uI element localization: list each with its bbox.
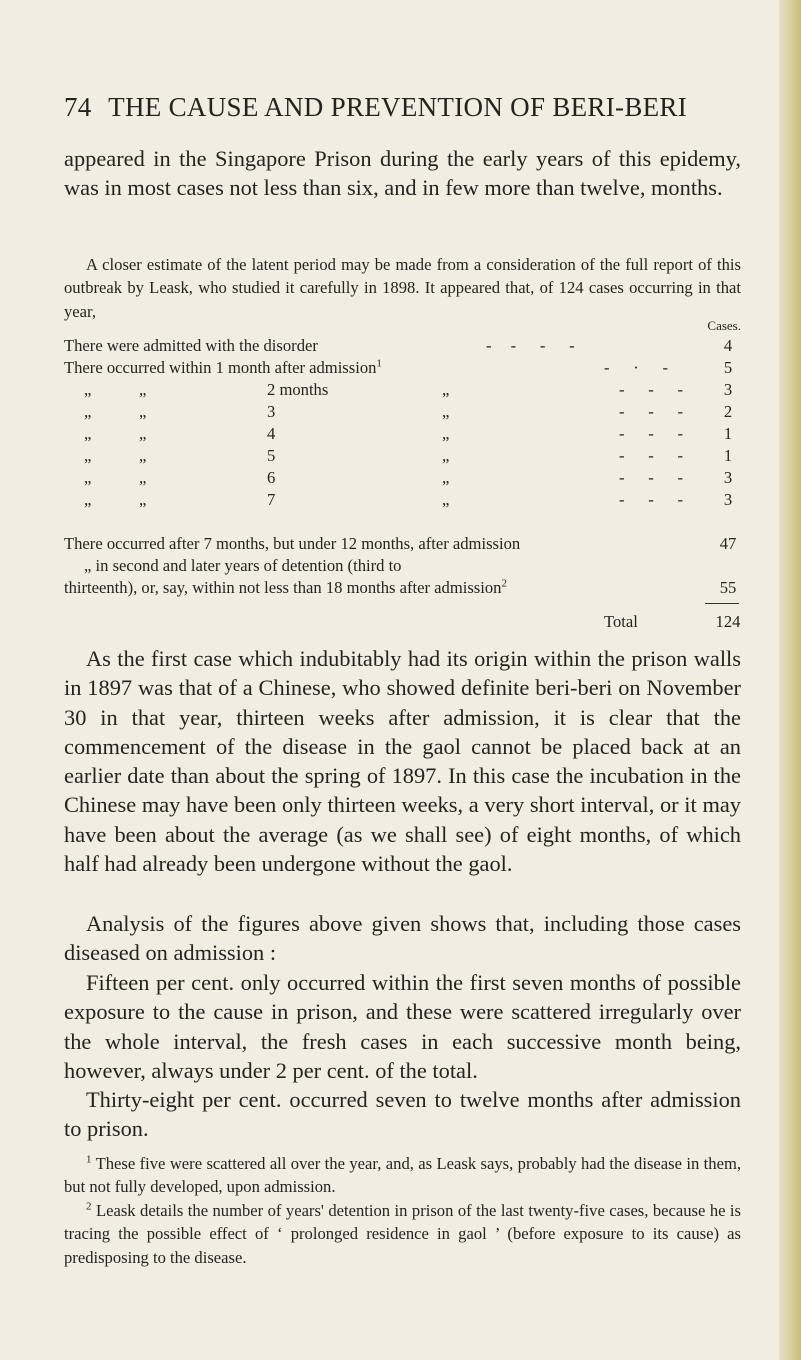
page-number: 74 bbox=[64, 92, 92, 122]
row-value: 3 bbox=[723, 490, 733, 509]
body-paragraph: Thirty-eight per cent. occurred seven to twelve months after admission to prison. bbox=[64, 1087, 741, 1142]
footnote-mark: 1 bbox=[86, 1153, 92, 1166]
row-value: 55 bbox=[719, 578, 737, 597]
ditto: „ bbox=[139, 424, 147, 443]
ditto: „ bbox=[442, 446, 450, 465]
table-row bbox=[64, 423, 741, 445]
page-edge bbox=[779, 0, 801, 1360]
table-row bbox=[64, 445, 741, 467]
footnote-marker: 2 bbox=[501, 577, 507, 590]
body-paragraph: As the first case which indubitably had its origin within the prison walls in 1897 was that of a Chinese, who showed definite beri-beri on November 30 in that year, thirteen weeks after admission, it is clear that the commencement of the disease in the gaol cannot be placed back at an earlier date than about the spring of 1897. In this case the incubation in the Chinese may have been only thirteen weeks, a very short interval, or it may have been about the average (as we shall see) of eight months, of which half had already been undergone without the gaol. bbox=[64, 646, 741, 877]
footnote-mark: 2 bbox=[86, 1200, 92, 1213]
row-value: 1 bbox=[723, 446, 733, 465]
row-label: 3 bbox=[267, 402, 276, 421]
ditto: „ bbox=[84, 402, 92, 421]
total-value: 124 bbox=[715, 612, 741, 631]
intro-paragraph: appeared in the Singapore Prison during the early years of this epidemy, was in most cases not less than six, and in few more than twelve, months. bbox=[64, 146, 741, 201]
ditto: „ bbox=[442, 490, 450, 509]
ditto: „ bbox=[84, 468, 92, 487]
ditto: „ bbox=[84, 446, 92, 465]
footnote-text: These five were scattered all over the year, and, as Leask says, probably had the disease in them, but not fully developed, upon admission. bbox=[64, 1154, 741, 1197]
leader-dots: - - - bbox=[619, 424, 684, 443]
body-paragraph: Analysis of the figures above given shows that, including those cases diseased on admission : bbox=[64, 911, 741, 966]
row-value: 4 bbox=[723, 336, 733, 355]
leader-dots: - · - bbox=[604, 358, 669, 377]
table-row bbox=[64, 533, 741, 555]
row-label: There were admitted with the disorder bbox=[64, 336, 318, 355]
ditto: „ bbox=[139, 468, 147, 487]
table-row bbox=[64, 335, 741, 357]
ditto: „ bbox=[84, 380, 92, 399]
row-value: 3 bbox=[723, 380, 733, 399]
leader-dots: - - - - bbox=[486, 336, 576, 355]
row-label: There occurred within 1 month after admission$^1$ bbox=[64, 357, 382, 377]
row-value: 5 bbox=[723, 358, 733, 377]
ditto: „ bbox=[139, 446, 147, 465]
ditto: „ bbox=[442, 424, 450, 443]
sum-rule bbox=[705, 603, 739, 604]
ditto: „ bbox=[84, 424, 92, 443]
row-label: thirteenth), or, say, within not less than 18 months after admission$^2$ bbox=[64, 577, 507, 597]
leader-dots: - - - bbox=[619, 468, 684, 487]
running-header bbox=[64, 92, 764, 123]
ditto: „ bbox=[442, 402, 450, 421]
row-value: 2 bbox=[723, 402, 733, 421]
total-row bbox=[64, 611, 741, 633]
running-title: THE CAUSE AND PREVENTION OF BERI-BERI bbox=[108, 92, 688, 122]
leader-dots: - - - bbox=[619, 380, 684, 399]
footnote bbox=[64, 1199, 741, 1269]
ditto: „ bbox=[139, 380, 147, 399]
row-label: 2 months bbox=[267, 380, 329, 399]
leader-dots: - - - bbox=[619, 402, 684, 421]
ditto: „ bbox=[442, 380, 450, 399]
ditto: „ bbox=[139, 402, 147, 421]
row-value: 3 bbox=[723, 468, 733, 487]
cases-column-header: Cases. bbox=[707, 318, 741, 333]
row-label: 6 bbox=[267, 468, 276, 487]
row-label: 5 bbox=[267, 446, 276, 465]
row-label: 7 bbox=[267, 490, 276, 509]
total-label: Total bbox=[604, 612, 638, 631]
ditto: „ bbox=[442, 468, 450, 487]
row-label: 4 bbox=[267, 424, 276, 443]
footnote bbox=[64, 1152, 741, 1199]
row-label: There occurred after 7 months, but under 12 months, after admission bbox=[64, 534, 521, 553]
ditto: „ bbox=[84, 490, 92, 509]
row-value: 47 bbox=[719, 534, 737, 553]
row-value: 1 bbox=[723, 424, 733, 443]
ditto: „ bbox=[139, 490, 147, 509]
table-row bbox=[64, 555, 741, 577]
footnote-marker: 1 bbox=[376, 357, 382, 370]
table-row bbox=[64, 379, 741, 401]
leader-dots: - - - bbox=[619, 490, 684, 509]
table-row bbox=[64, 489, 741, 511]
row-label: „ in second and later years of detention (third to bbox=[84, 556, 402, 575]
table-row bbox=[64, 401, 741, 423]
table-row bbox=[64, 577, 741, 599]
leader-dots: - - - bbox=[619, 446, 684, 465]
table-row bbox=[64, 467, 741, 489]
body-paragraph: Fifteen per cent. only occurred within the first seven months of possible exposure to the cause in prison, and these were scattered irregularly over the whole interval, the fresh cases in each successive month being, however, always under 2 per cent. of the total. bbox=[64, 970, 741, 1083]
estimate-paragraph: A closer estimate of the latent period may be made from a consideration of the full report of this outbreak by Leask, who studied it carefully in 1898. It appeared that, of 124 cases occurring in that year, bbox=[64, 255, 741, 321]
footnote-text: Leask details the number of years' detention in prison of the last twenty-five cases, because he is tracing the possible effect of ‘ prolonged residence in gaol ’ (before exposure to its cause) as predisposing to the disease. bbox=[64, 1201, 741, 1267]
table-row bbox=[64, 357, 741, 379]
